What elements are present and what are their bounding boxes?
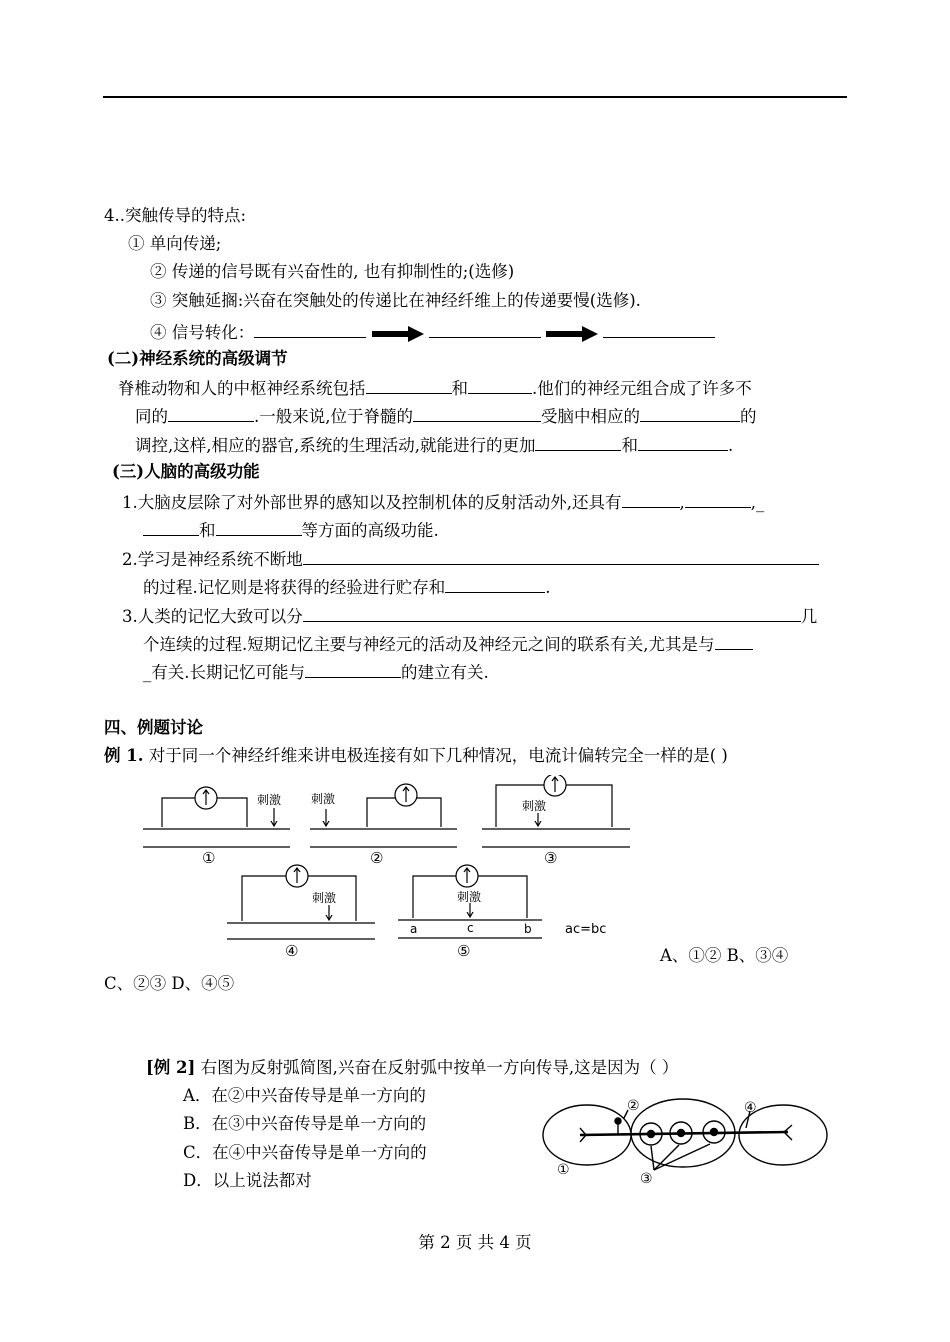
example-label: [例 2] xyxy=(146,1058,196,1077)
answer-blank[interactable] xyxy=(216,518,302,536)
question-3-line-1 xyxy=(122,604,817,628)
synapse-feature-2: ② 传递的信号既有兴奋性的, 也有抑制性的;(选修) xyxy=(150,262,515,281)
page-footer: 第 2 页 共 4 页 xyxy=(418,1233,532,1252)
point-label-c: c xyxy=(467,921,474,935)
text: 2.学习是神经系统不断地 xyxy=(122,550,303,569)
text: 对于同一个神经纤维来讲电极连接有如下几种情况，电流计偏转完全一样的是( ) xyxy=(143,746,728,765)
example-2-option-a: A．在②中兴奋传导是单一方向的 xyxy=(183,1086,426,1105)
question-1-line-2 xyxy=(143,518,439,542)
example-2-option-d: D．以上说法都对 xyxy=(183,1171,312,1190)
text: 的 xyxy=(740,407,757,426)
paragraph-line xyxy=(135,404,757,428)
panel-label: ② xyxy=(370,849,384,867)
relation-label: ac=bc xyxy=(565,922,607,937)
stimulus-label: 刺激 xyxy=(522,799,547,813)
answer-blank[interactable] xyxy=(638,433,728,451)
signal-conversion-label: ④ 信号转化： xyxy=(150,323,255,342)
panel-label: ④ xyxy=(285,942,299,960)
electrode-diagram xyxy=(130,775,630,970)
panel-label: ③ xyxy=(544,849,558,867)
answer-blank[interactable] xyxy=(445,575,545,593)
question-2-line-2 xyxy=(143,575,551,599)
panel-5 xyxy=(398,865,606,960)
text: 的建立有关. xyxy=(401,663,489,682)
answer-blank[interactable] xyxy=(535,433,621,451)
label-4: ④ xyxy=(744,1100,757,1116)
question-3-line-2 xyxy=(143,632,753,656)
answer-blank[interactable] xyxy=(603,320,715,338)
question-3-line-3 xyxy=(143,660,489,684)
answer-blank[interactable] xyxy=(429,320,541,338)
panel-4 xyxy=(227,865,375,960)
text: 几 xyxy=(800,607,818,626)
answer-blank[interactable] xyxy=(622,490,680,508)
answer-blank[interactable] xyxy=(468,376,532,394)
example-1-question xyxy=(104,745,728,767)
point-label-b: b xyxy=(524,922,532,936)
example-2-question xyxy=(146,1057,678,1079)
answer-blank[interactable] xyxy=(685,490,751,508)
text: 等方面的高级功能. xyxy=(301,521,439,540)
example-label: 例 1. xyxy=(104,746,144,765)
text: 的过程.记忆则是将获得的经验进行贮存和 xyxy=(143,578,446,597)
answer-blank[interactable] xyxy=(168,404,254,422)
arrow-right-icon xyxy=(546,326,598,342)
answer-blank[interactable] xyxy=(143,518,199,536)
paragraph-line xyxy=(135,433,733,457)
label-3: ③ xyxy=(640,1171,653,1187)
example-1-options-line-1: A、①② B、③④ xyxy=(660,946,789,965)
answer-blank[interactable] xyxy=(413,404,541,422)
answer-blank[interactable] xyxy=(640,404,740,422)
text: 和 xyxy=(621,436,638,455)
answer-blank[interactable] xyxy=(366,376,452,394)
synapse-feature-4 xyxy=(150,320,715,344)
example-2-option-c: C．在④中兴奋传导是单一方向的 xyxy=(183,1143,427,1162)
text: 3.人类的记忆大致可以分 xyxy=(122,607,303,626)
text: . xyxy=(727,436,734,455)
text: 脊椎动物和人的中枢神经系统包括 xyxy=(118,379,366,398)
header-rule xyxy=(103,96,847,98)
example-2-option-b: B．在③中兴奋传导是单一方向的 xyxy=(183,1114,427,1133)
panel-1 xyxy=(143,787,290,867)
text: _有关.长期记忆可能与 xyxy=(143,663,305,682)
stimulus-label: 刺激 xyxy=(257,793,282,807)
text: .一般来说,位于脊髓的 xyxy=(254,407,413,426)
section-heading-brain-functions: (三)人脑的高级功能 xyxy=(112,462,260,481)
arrow-right-icon xyxy=(372,326,424,342)
answer-blank[interactable] xyxy=(715,632,753,650)
question-2-line-1 xyxy=(122,547,819,571)
answer-blank[interactable] xyxy=(254,320,366,338)
section-title-synapse: 4..突触传导的特点: xyxy=(104,206,247,225)
label-2: ② xyxy=(627,1098,640,1114)
section-heading-examples: 四、例题讨论 xyxy=(104,718,203,737)
stimulus-label: 刺激 xyxy=(312,891,337,905)
text: 和 xyxy=(199,521,216,540)
panel-3 xyxy=(482,775,630,867)
text: 受脑中相应的 xyxy=(541,407,640,426)
panel-label: ① xyxy=(202,849,216,867)
panel-2 xyxy=(310,784,457,867)
text: ,_ xyxy=(750,493,765,512)
paragraph-line xyxy=(118,376,752,400)
example-1-options-line-2: C、②③ D、④⑤ xyxy=(104,974,235,993)
synapse-feature-3: ③ 突触延搁:兴奋在突触处的传递比在神经纤维上的传递要慢(选修). xyxy=(150,291,641,310)
answer-blank[interactable] xyxy=(303,547,819,565)
text: .他们的神经元组合成了许多不 xyxy=(532,379,752,398)
answer-blank[interactable] xyxy=(305,660,401,678)
text: 右图为反射弧简图,兴奋在反射弧中按单一方向传导,这是因为（ ） xyxy=(195,1058,679,1077)
text: 同的 xyxy=(135,407,168,426)
reflex-arc-diagram xyxy=(540,1090,830,1190)
text: , xyxy=(679,493,685,512)
stimulus-label: 刺激 xyxy=(311,792,336,806)
text: 调控,这样,相应的器官,系统的生理活动,就能进行的更加 xyxy=(135,436,536,455)
text: . xyxy=(545,578,551,597)
label-1: ① xyxy=(557,1162,570,1178)
text: 和 xyxy=(451,379,468,398)
point-label-a: a xyxy=(410,922,418,936)
answer-blank[interactable] xyxy=(303,604,801,622)
stimulus-label: 刺激 xyxy=(457,890,482,904)
section-heading-advanced-regulation: (二)神经系统的高级调节 xyxy=(107,349,288,368)
synapse-feature-1: ① 单向传递; xyxy=(128,234,222,253)
question-1-line-1 xyxy=(122,490,764,514)
panel-label: ⑤ xyxy=(457,942,471,960)
text: 1.大脑皮层除了对外部世界的感知以及控制机体的反射活动外,还具有 xyxy=(122,493,622,512)
text: 个连续的过程.短期记忆主要与神经元的活动及神经元之间的联系有关,尤其是与 xyxy=(143,635,715,654)
